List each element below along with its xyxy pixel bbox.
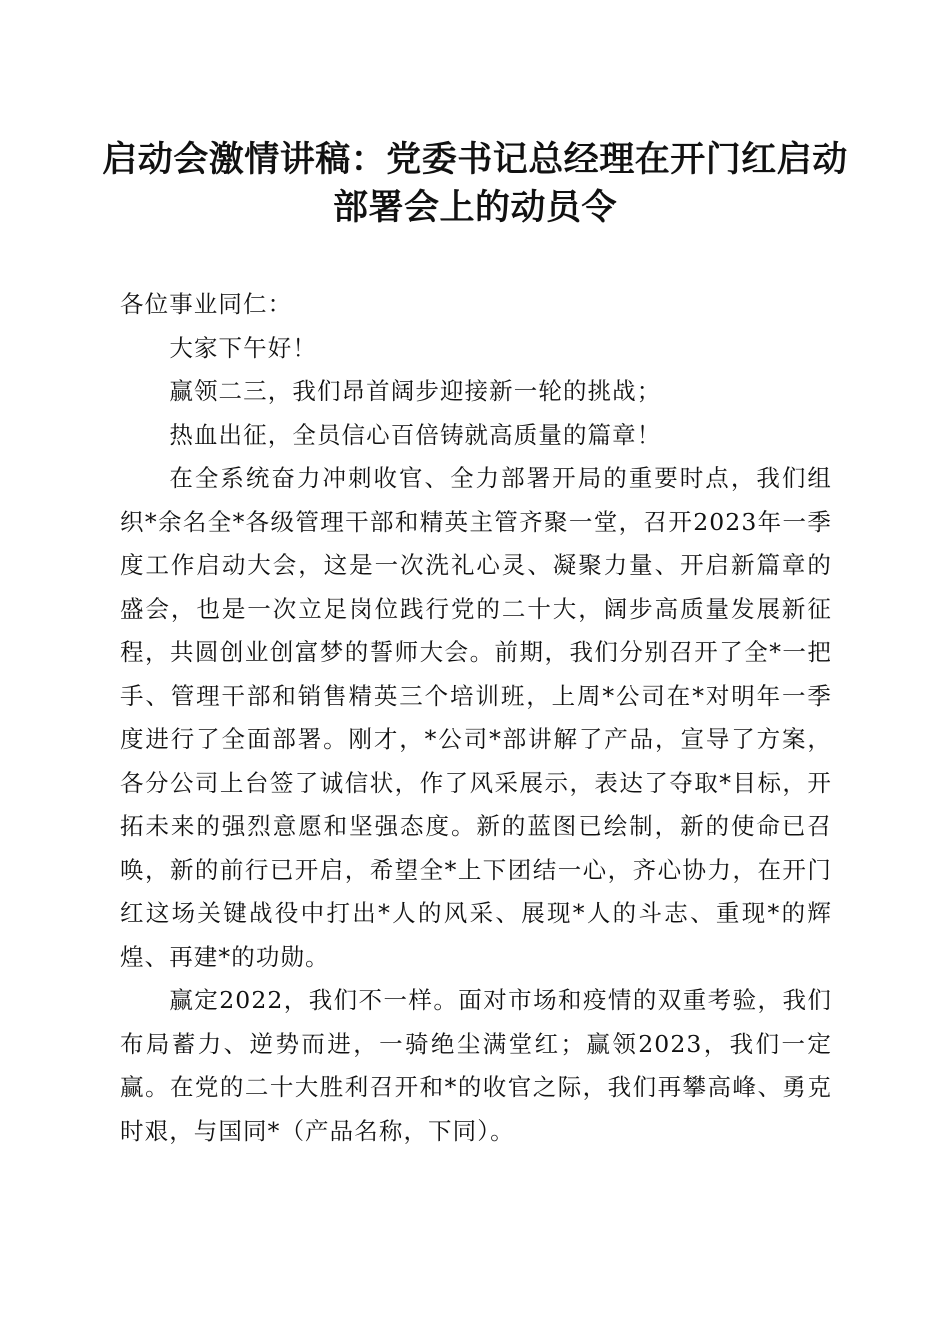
paragraph-slogan-1: 赢领二三，我们昂首阔步迎接新一轮的挑战； xyxy=(169,377,662,405)
paragraph-greeting: 大家下午好！ xyxy=(169,333,317,362)
paragraph-slogan-2: 热血出征，全员信心百倍铸就高质量的篇章！ xyxy=(169,420,662,449)
salutation: 各位事业同仁： xyxy=(120,290,293,318)
document-body xyxy=(120,283,832,1153)
document-title: 启动会激情讲稿：党委书记总经理在开门红启动部署会上的动员令 xyxy=(102,139,848,228)
paragraph-body-2: 赢定2022，我们不一样。面对市场和疫情的双重考验，我们布局蓄力、逆势而进，一骑绝尘满堂红；赢领2023，我们一定赢。在党的二十大胜利召开和*的收官之际，我们再攀高峰、勇克时艰，与国同*（产品名称，下同）。 xyxy=(120,986,832,1145)
paragraph-body-1: 在全系统奋力冲刺收官、全力部署开局的重要时点，我们组织*余名全*各级管理干部和精英主管齐聚一堂，召开2023年一季度工作启动大会，这是一次洗礼心灵、凝聚力量、开启新篇章的盛会，也是一次立足岗位践行党的二十大，阔步高质量发展新征程，共圆创业创富梦的誓师大会。前期，我们分别召开了全*一把手、管理干部和销售精英三个培训班，上周*公司在*对明年一季度进行了全面部署。刚才，*公司*部讲解了产品，宣导了方案，各分公司上台签了诚信状，作了风采展示，表达了夺取*目标，开拓未来的强烈意愿和坚强态度。新的蓝图已绘制，新的使命已召唤，新的前行已开启，希望全*上下团结一心，齐心协力，在开门红这场关键战役中打出*人的风采、展现*人的斗志、重现*的辉煌、再建*的功勋。 xyxy=(120,464,832,971)
